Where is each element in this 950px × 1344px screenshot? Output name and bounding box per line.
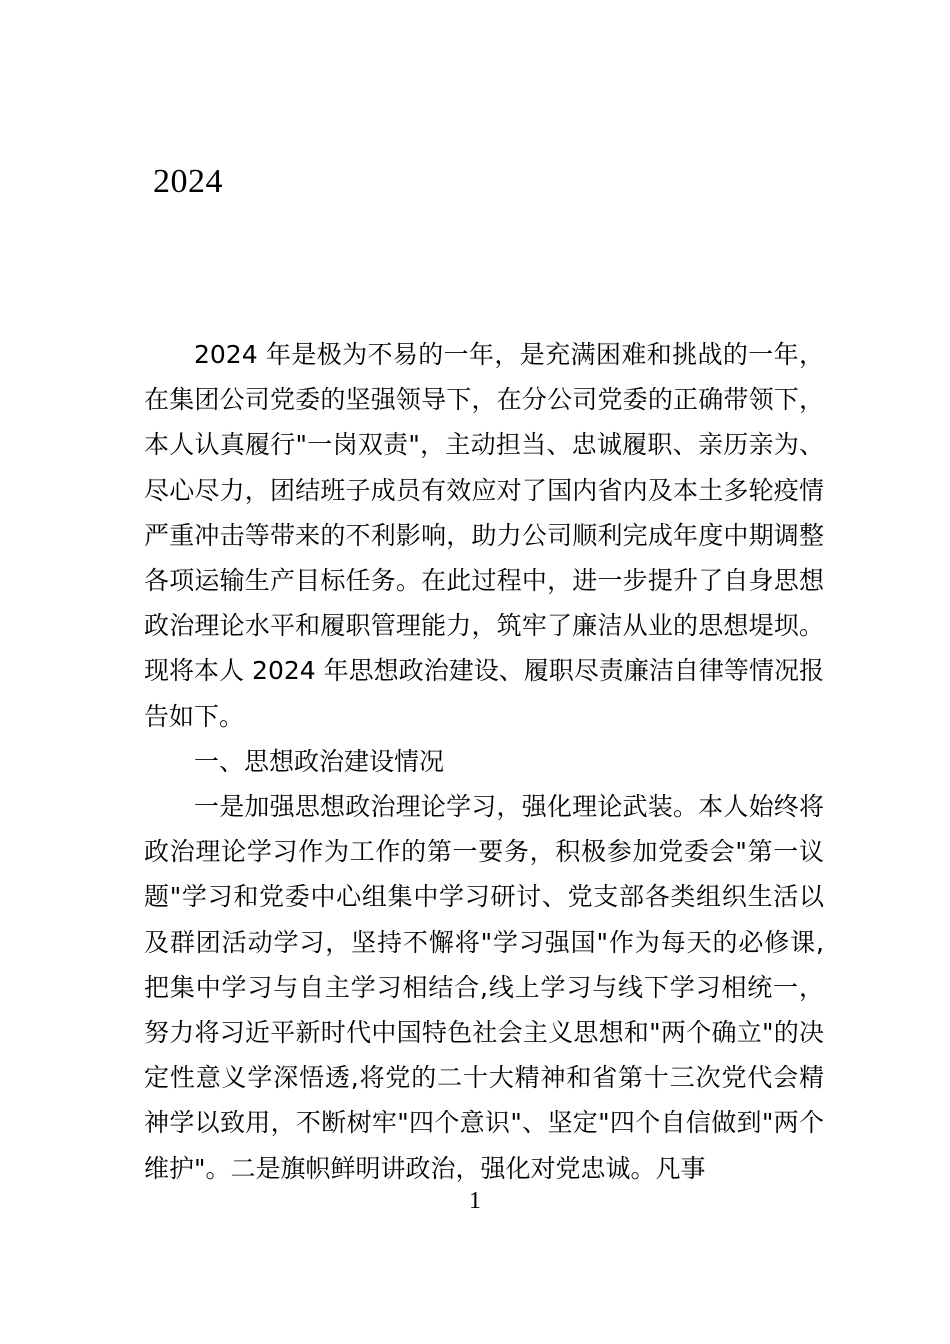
document-body <box>144 332 824 1191</box>
paragraph-political-study: 一是加强思想政治理论学习，强化理论武装。本人始终将政治理论学习作为工作的第一要务，积极参加党委会"第一议题"学习和党委中心组集中学习研讨、党支部各类组织生活以及群团活动学习，坚持不懈将"学习强国"作为每天的必修课,把集中学习与自主学习相结合,线上学习与线下学习相统一，努力将习近平新时代中国特色社会主义思想和"两个确立"的决定性意义学深悟透,将党的二十大精神和省第十三次党代会精神学以致用，不断树牢"四个意识"、坚定"四个自信做到"两个维护"。二是旗帜鲜明讲政治，强化对党忠诚。凡事 <box>144 792 824 1183</box>
paragraph-intro: 2024 年是极为不易的一年，是充满困难和挑战的一年，在集团公司党委的坚强领导下，在分公司党委的正确带领下，本人认真履行"一岗双责"，主动担当、忠诚履职、亲历亲为、尽心尽力，团结班子成员有效应对了国内省内及本土多轮疫情严重冲击等带来的不利影响，助力公司顺利完成年度中期调整各项运输生产目标任务。在此过程中，进一步提升了自身思想政治理论水平和履职管理能力，筑牢了廉洁从业的思想堤坝。现将本人 2024 年思想政治建设、履职尽责廉洁自律等情况报告如下。 <box>144 340 824 731</box>
paragraph-section-heading: 一、思想政治建设情况 <box>194 746 445 776</box>
document-heading-year: 2024 <box>153 163 223 200</box>
page-number: 1 <box>469 1188 481 1214</box>
